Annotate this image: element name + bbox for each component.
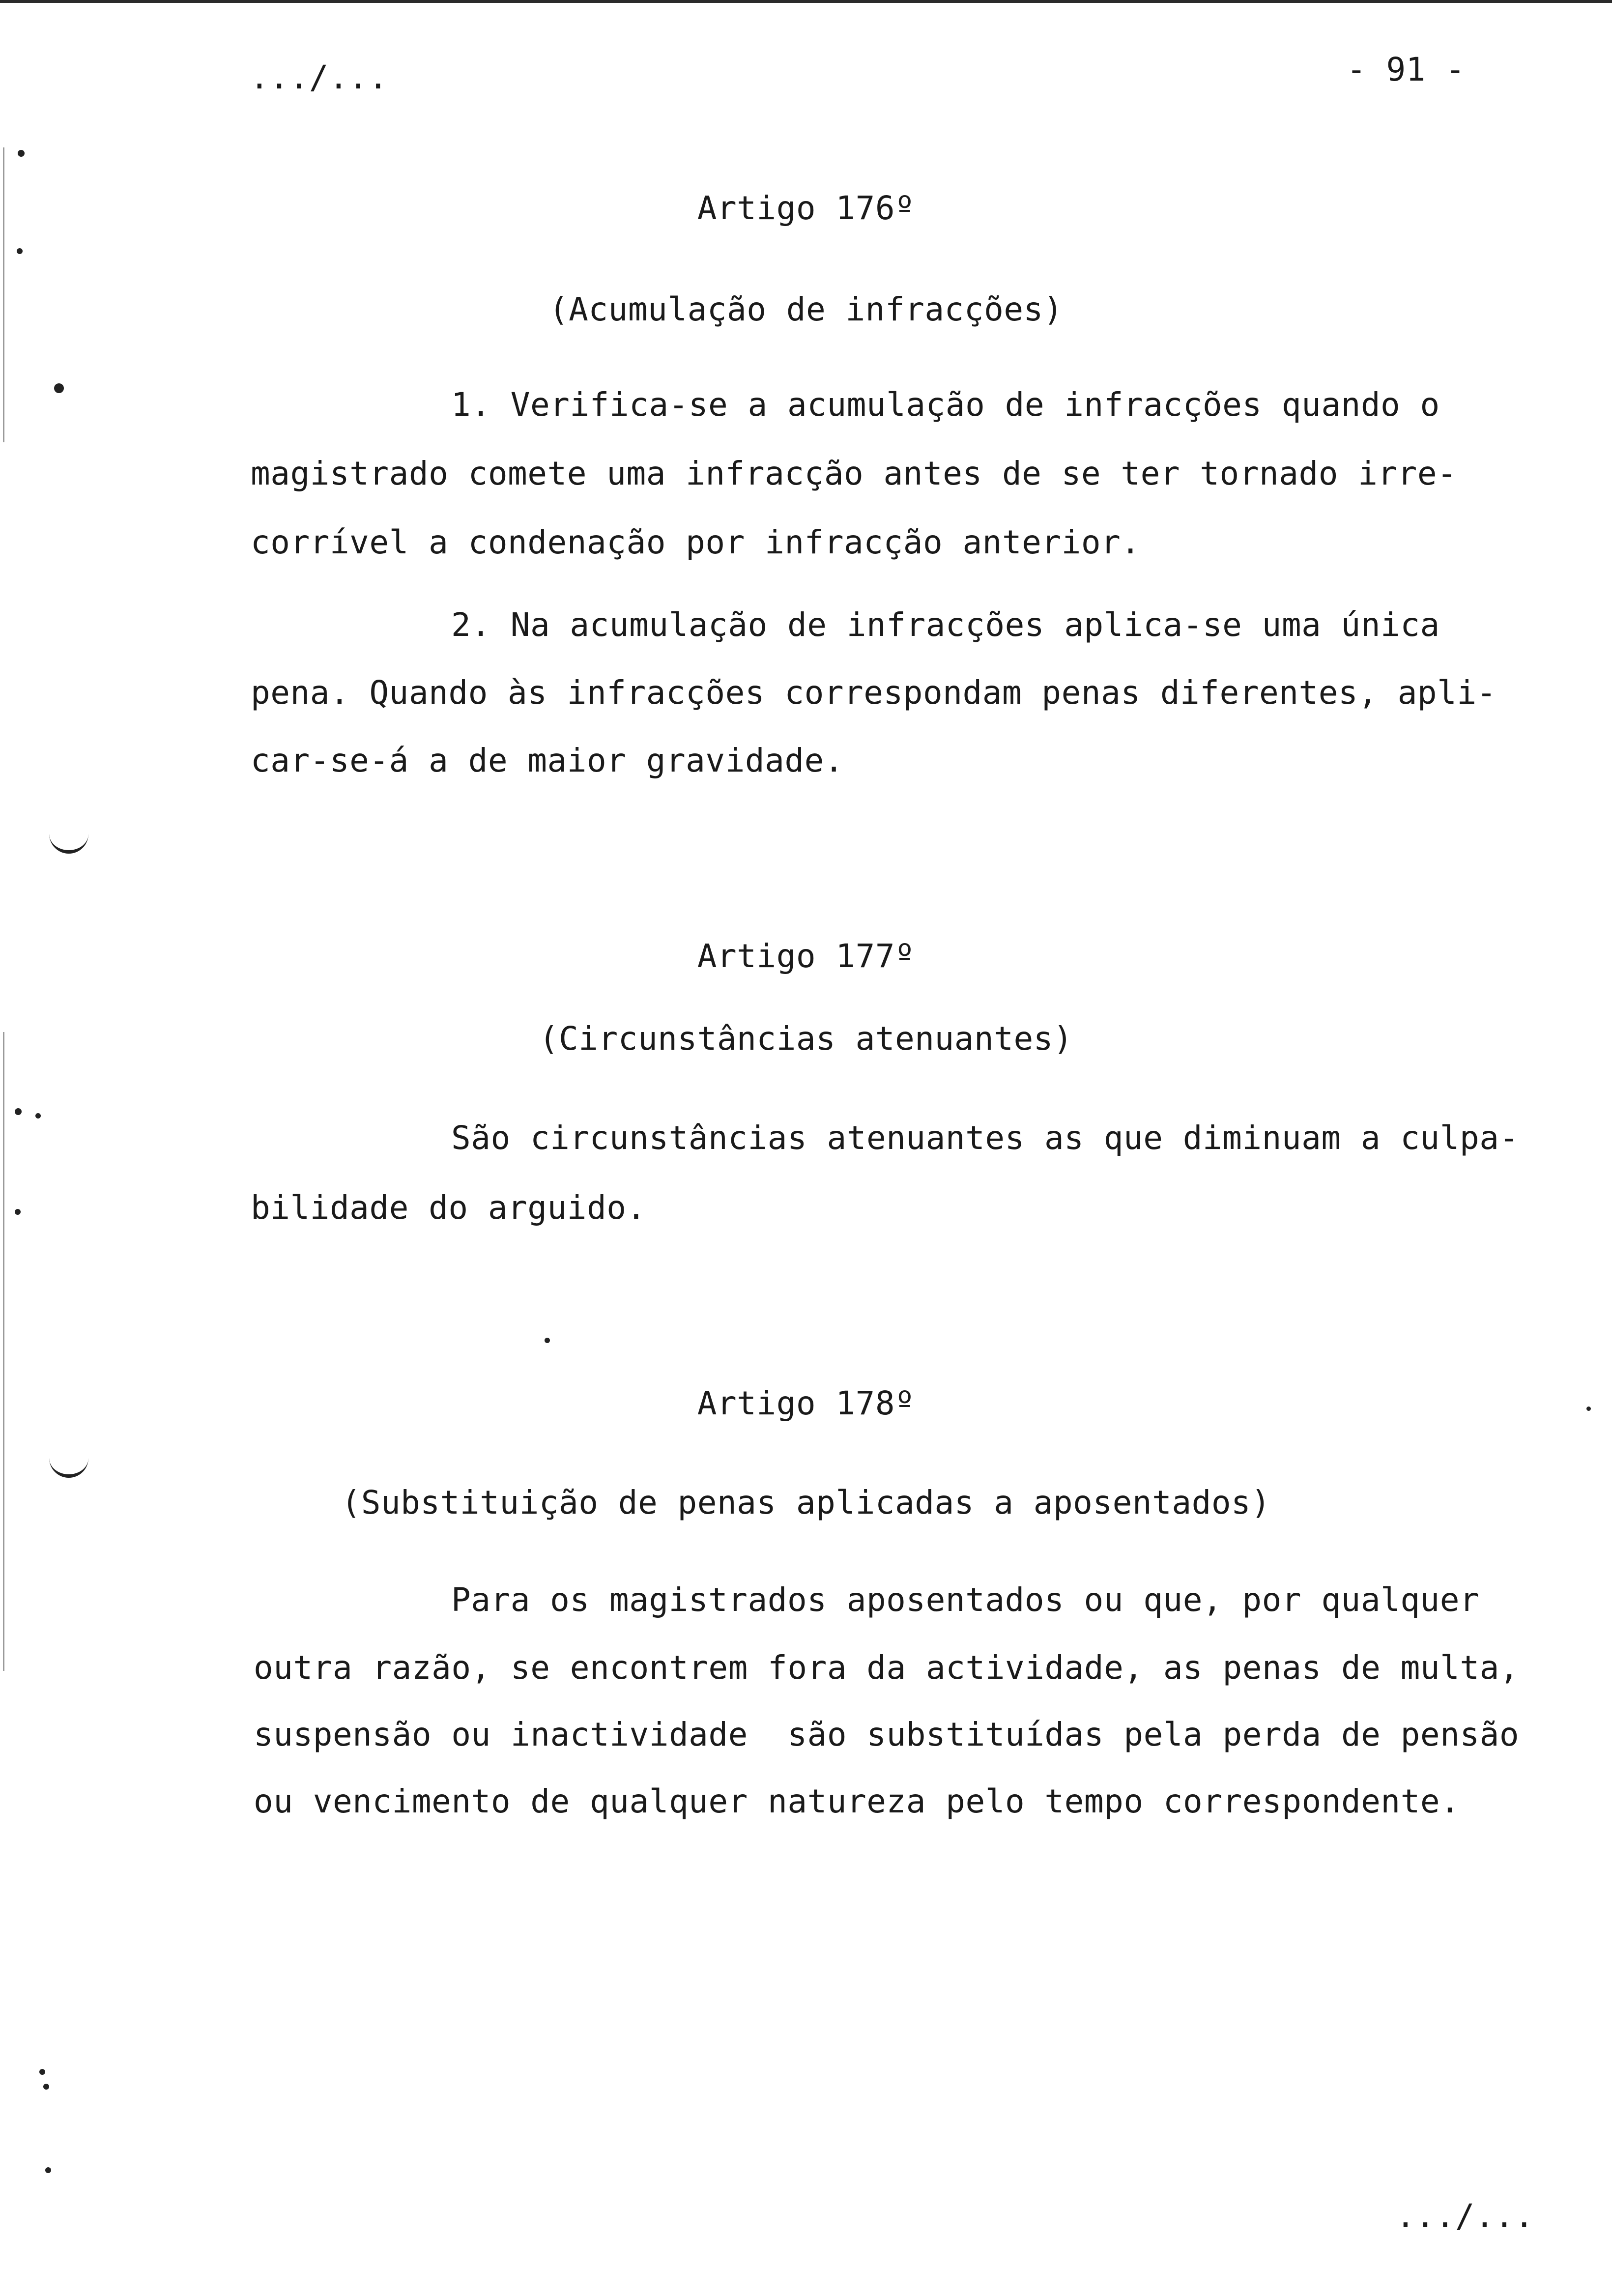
page-number: - 91 - [1347, 51, 1466, 88]
paragraph-line: Para os magistrados aposentados ou que, por qualquer [451, 1581, 1480, 1619]
paragraph-line: São circunstâncias atenuantes as que diminuam a culpa- [451, 1119, 1519, 1157]
speck [15, 1209, 21, 1215]
speck [54, 383, 64, 393]
article-title: Artigo 178º [697, 1384, 915, 1422]
article-title: Artigo 176º [697, 189, 915, 227]
speck [17, 248, 23, 254]
paragraph-line: 2. Na acumulação de infracções aplica-se uma única [451, 606, 1440, 644]
continuation-mark-top: .../... [250, 58, 388, 96]
article-title: Artigo 177º [697, 937, 915, 975]
speck [35, 1113, 41, 1119]
article-subtitle: (Substituição de penas aplicadas a aposentados) [341, 1484, 1271, 1521]
continuation-mark-bottom: .../... [1396, 2197, 1534, 2235]
paragraph-line: suspensão ou inactividade são substituídas pela perda de pensão [254, 1716, 1520, 1753]
paragraph-line: pena. Quando às infracções correspondam penas diferentes, apli- [251, 674, 1497, 712]
speck [39, 2069, 45, 2075]
paragraph-line: corrível a condenação por infracção anterior. [251, 523, 1141, 561]
article-subtitle: (Circunstâncias atenuantes) [539, 1020, 1073, 1058]
paragraph-line: 1. Verifica-se a acumulação de infracções quando o [451, 386, 1440, 424]
paragraph-line: magistrado comete uma infracção antes de se ter tornado irre- [251, 455, 1457, 492]
scan-edge-mark [3, 1032, 4, 1671]
top-edge-rule [0, 0, 1612, 3]
speck [43, 2084, 49, 2090]
paragraph-line: outra razão, se encontrem fora da actividade, as penas de multa, [254, 1649, 1520, 1687]
binding-hole [49, 831, 88, 854]
paragraph-line: car-se-á a de maior gravidade. [251, 742, 844, 779]
paragraph-line: ou vencimento de qualquer natureza pelo tempo correspondente. [254, 1782, 1460, 1820]
paragraph-line: bilidade do arguido. [251, 1189, 646, 1227]
speck [545, 1338, 550, 1343]
speck [15, 1108, 22, 1115]
speck [45, 2167, 51, 2173]
binding-hole [49, 1455, 88, 1478]
article-subtitle: (Acumulação de infracções) [548, 290, 1064, 328]
speck [18, 150, 25, 157]
